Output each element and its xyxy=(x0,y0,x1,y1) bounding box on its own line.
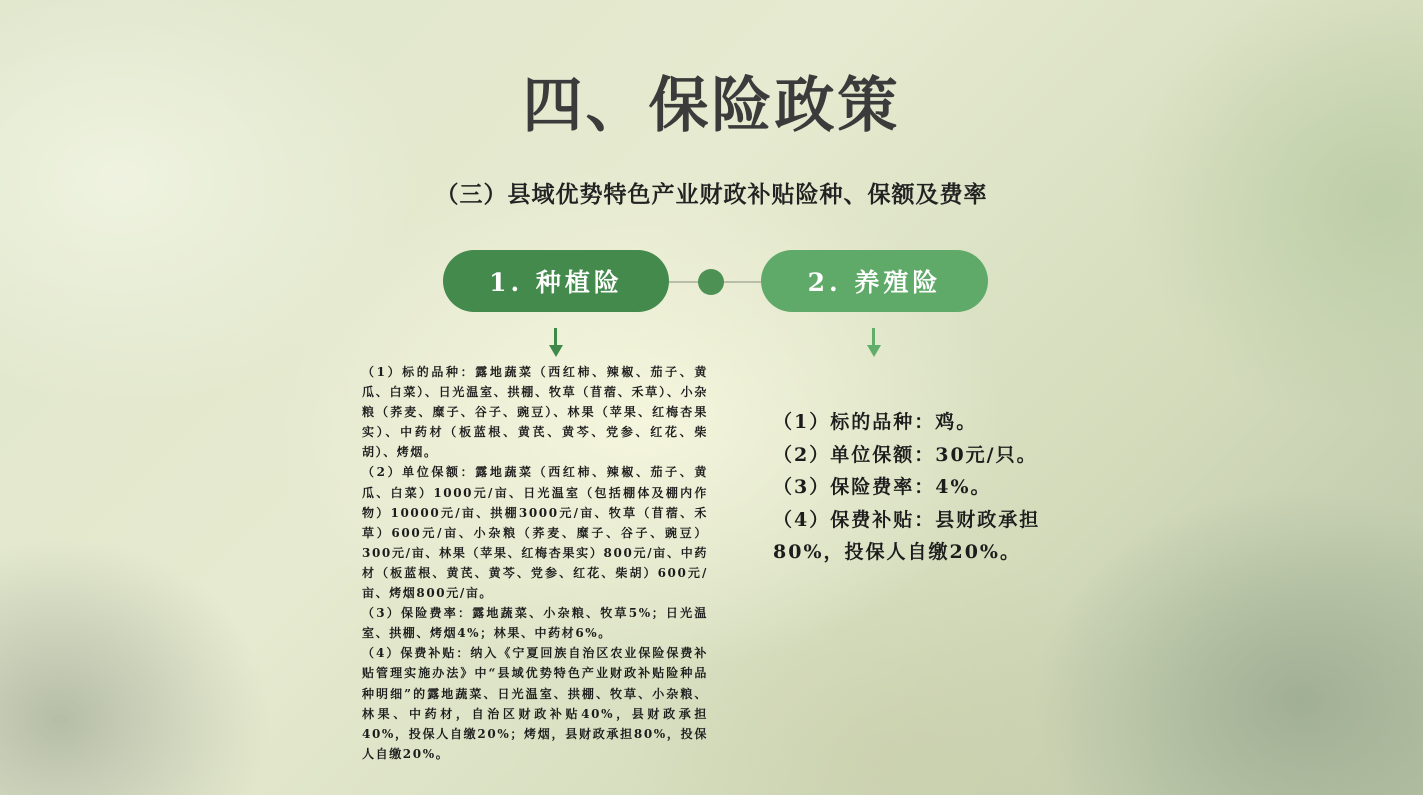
breeding-item-coverage: （2）单位保额：30元/只。 xyxy=(773,443,1038,466)
planting-item-subsidy: （4）保费补贴：纳入《宁夏回族自治区农业保险保费补贴管理实施办法》中“县域优势特色产业财政补贴险种品种明细”的露地蔬菜、日光温室、拱棚、牧草、小杂粮、林果、中药材，自治区财政补贴40%，县财政承担40%，投保人自缴20%；烤烟，县财政承担80%，投保人自缴20%。 xyxy=(362,646,708,761)
connector-dot xyxy=(698,269,724,295)
breeding-item-subsidy: （4）保费补贴：县财政承担80%，投保人自缴20%。 xyxy=(773,508,1041,563)
planting-details xyxy=(362,362,708,764)
planting-insurance-button[interactable]: 1. 种植险 xyxy=(443,250,669,312)
planting-item-coverage: （2）单位保额：露地蔬菜（西红柿、辣椒、茄子、黄瓜、白菜）1000元/亩、日光温室（包括棚体及棚内作物）10000元/亩、拱棚3000元/亩、牧草（苜蓿、禾草）600元/亩、小杂粮（荞麦、糜子、谷子、豌豆）300元/亩、林果（苹果、红梅杏果实）800元/亩、中药材（板蓝根、黄芪、黄芩、党参、红花、柴胡）600元/亩、烤烟800元/亩。 xyxy=(362,465,708,601)
section-subtitle: （三）县域优势特色产业财政补贴险种、保额及费率 xyxy=(435,182,988,208)
breeding-item-varieties: （1）标的品种：鸡。 xyxy=(773,411,978,433)
breeding-item-rate: （3）保险费率：4%。 xyxy=(773,476,992,498)
arrow-down-icon xyxy=(867,328,881,358)
planting-item-rate: （3）保险费率：露地蔬菜、小杂粮、牧草5%；日光温室、拱棚、烤烟4%；林果、中药材6%。 xyxy=(362,606,708,641)
arrow-down-icon xyxy=(549,328,563,358)
planting-item-varieties: （1）标的品种：露地蔬菜（西红柿、辣椒、茄子、黄瓜、白菜）、日光温室、拱棚、牧草（苜蓿、禾草）、小杂粮（荞麦、糜子、谷子、豌豆）、林果（苹果、红梅杏果实）、中药材（板蓝根、黄芪、黄芩、党参、红花、柴胡）、烤烟。 xyxy=(362,365,708,460)
breeding-details xyxy=(773,406,1058,569)
breeding-insurance-button[interactable]: 2. 养殖险 xyxy=(761,250,988,312)
page-title: 四、保险政策 xyxy=(522,71,901,141)
